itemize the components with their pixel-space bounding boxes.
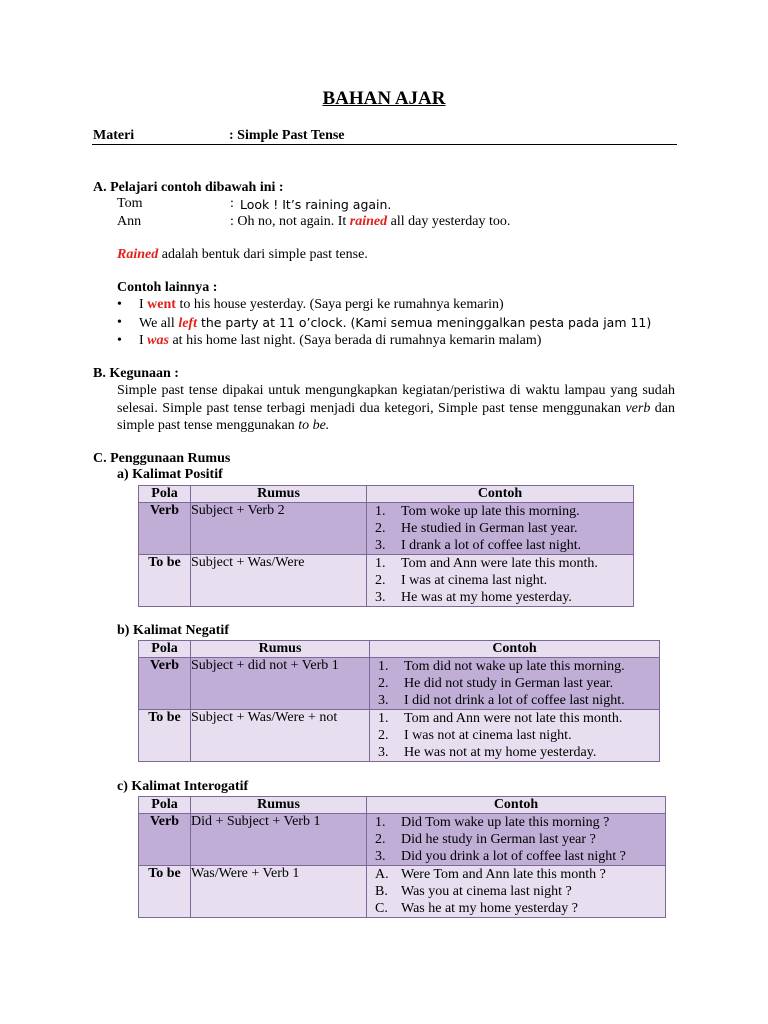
usage-paragraph: Simple past tense dipakai untuk mengungkapkan kegiatan/peristiwa di waktu lampau yang sudah selesai. Simple past tense terbagi menjadi dua ketegori, Simple past tense menggunakan verb dan simple past tense menggunakan to be.: [117, 383, 676, 433]
list-item: • I was at his home last night. (Saya berada di rumahnya kemarin malam): [115, 332, 651, 350]
section-c-heading: C. Penggunaan Rumus: [93, 451, 231, 466]
rumus-cell: Subject + Was/Were: [191, 555, 367, 607]
table-label-negatif: b) Kalimat Negatif: [117, 623, 229, 638]
pola-cell: Verb: [139, 658, 191, 710]
dialog-line-ann: : Oh no, not again. It rained all day yesterday too.: [230, 214, 511, 229]
pola-cell: To be: [139, 710, 191, 762]
table-row: [139, 710, 660, 762]
header-contoh: Contoh: [370, 641, 660, 658]
dialog-speaker-tom: Tom: [117, 196, 143, 211]
materi-divider: [92, 144, 677, 145]
contoh-cell: 1. Did Tom wake up late this morning ? 2. Did he study in German last year ? 3. Did you drink a lot of coffee last night ?: [367, 814, 666, 866]
section-b-heading: B. Kegunaan :: [93, 366, 179, 381]
pola-cell: To be: [139, 866, 191, 918]
header-pola: Pola: [139, 797, 191, 814]
list-item: • I went to his house yesterday. (Saya pergi ke rumahnya kemarin): [115, 296, 651, 314]
table-negatif: [138, 640, 660, 762]
materi-label: Materi: [93, 128, 135, 143]
table-row: [139, 555, 634, 607]
header-pola: Pola: [139, 641, 191, 658]
contoh-cell: A. Were Tom and Ann late this month ? B. Was you at cinema last night ? C. Was he at my home yesterday ?: [367, 866, 666, 918]
table-label-positif: a) Kalimat Positif: [117, 467, 223, 482]
contoh-cell: 1. Tom and Ann were not late this month. 2. I was not at cinema last night. 3. He was not at my home yesterday.: [370, 710, 660, 762]
dialog-colon: :: [230, 196, 234, 211]
table-label-interogatif: c) Kalimat Interogatif: [117, 779, 249, 794]
table-row: [139, 866, 666, 918]
pola-cell: Verb: [139, 503, 191, 555]
section-a-heading: A. Pelajari contoh dibawah ini :: [93, 180, 284, 195]
rumus-cell: Subject + Verb 2: [191, 503, 367, 555]
other-examples-heading: Contoh lainnya :: [117, 280, 218, 295]
rumus-cell: Did + Subject + Verb 1: [191, 814, 367, 866]
header-contoh: Contoh: [367, 486, 634, 503]
table-positif: [138, 485, 634, 607]
rained-note: Rained adalah bentuk dari simple past tense.: [117, 247, 368, 262]
pola-cell: Verb: [139, 814, 191, 866]
header-contoh: Contoh: [367, 797, 666, 814]
contoh-cell: 1. Tom did not wake up late this morning. 2. He did not study in German last year. 3. I did not drink a lot of coffee last night.: [370, 658, 660, 710]
table-interogatif: [138, 796, 666, 918]
header-pola: Pola: [139, 486, 191, 503]
rumus-cell: Subject + Was/Were + not: [191, 710, 370, 762]
document-title: BAHAN AJAR: [322, 88, 446, 109]
dialog-line-tom: Look ! It’s raining again.: [240, 197, 392, 212]
rumus-cell: Was/Were + Verb 1: [191, 866, 367, 918]
header-rumus: Rumus: [191, 641, 370, 658]
table-row: [139, 658, 660, 710]
header-rumus: Rumus: [191, 797, 367, 814]
materi-value: : Simple Past Tense: [229, 128, 345, 143]
dialog-speaker-ann: Ann: [117, 214, 142, 229]
example-list: [115, 296, 651, 350]
contoh-cell: 1. Tom woke up late this morning. 2. He studied in German last year. 3. I drank a lot of coffee last night.: [367, 503, 634, 555]
header-rumus: Rumus: [191, 486, 367, 503]
table-row: [139, 814, 666, 866]
pola-cell: To be: [139, 555, 191, 607]
contoh-cell: 1. Tom and Ann were late this month. 2. I was at cinema last night. 3. He was at my home yesterday.: [367, 555, 634, 607]
list-item: • We all left the party at 11 o’clock. (Kami semua meninggalkan pesta pada jam 11): [115, 314, 651, 332]
rumus-cell: Subject + did not + Verb 1: [191, 658, 370, 710]
table-row: [139, 503, 634, 555]
